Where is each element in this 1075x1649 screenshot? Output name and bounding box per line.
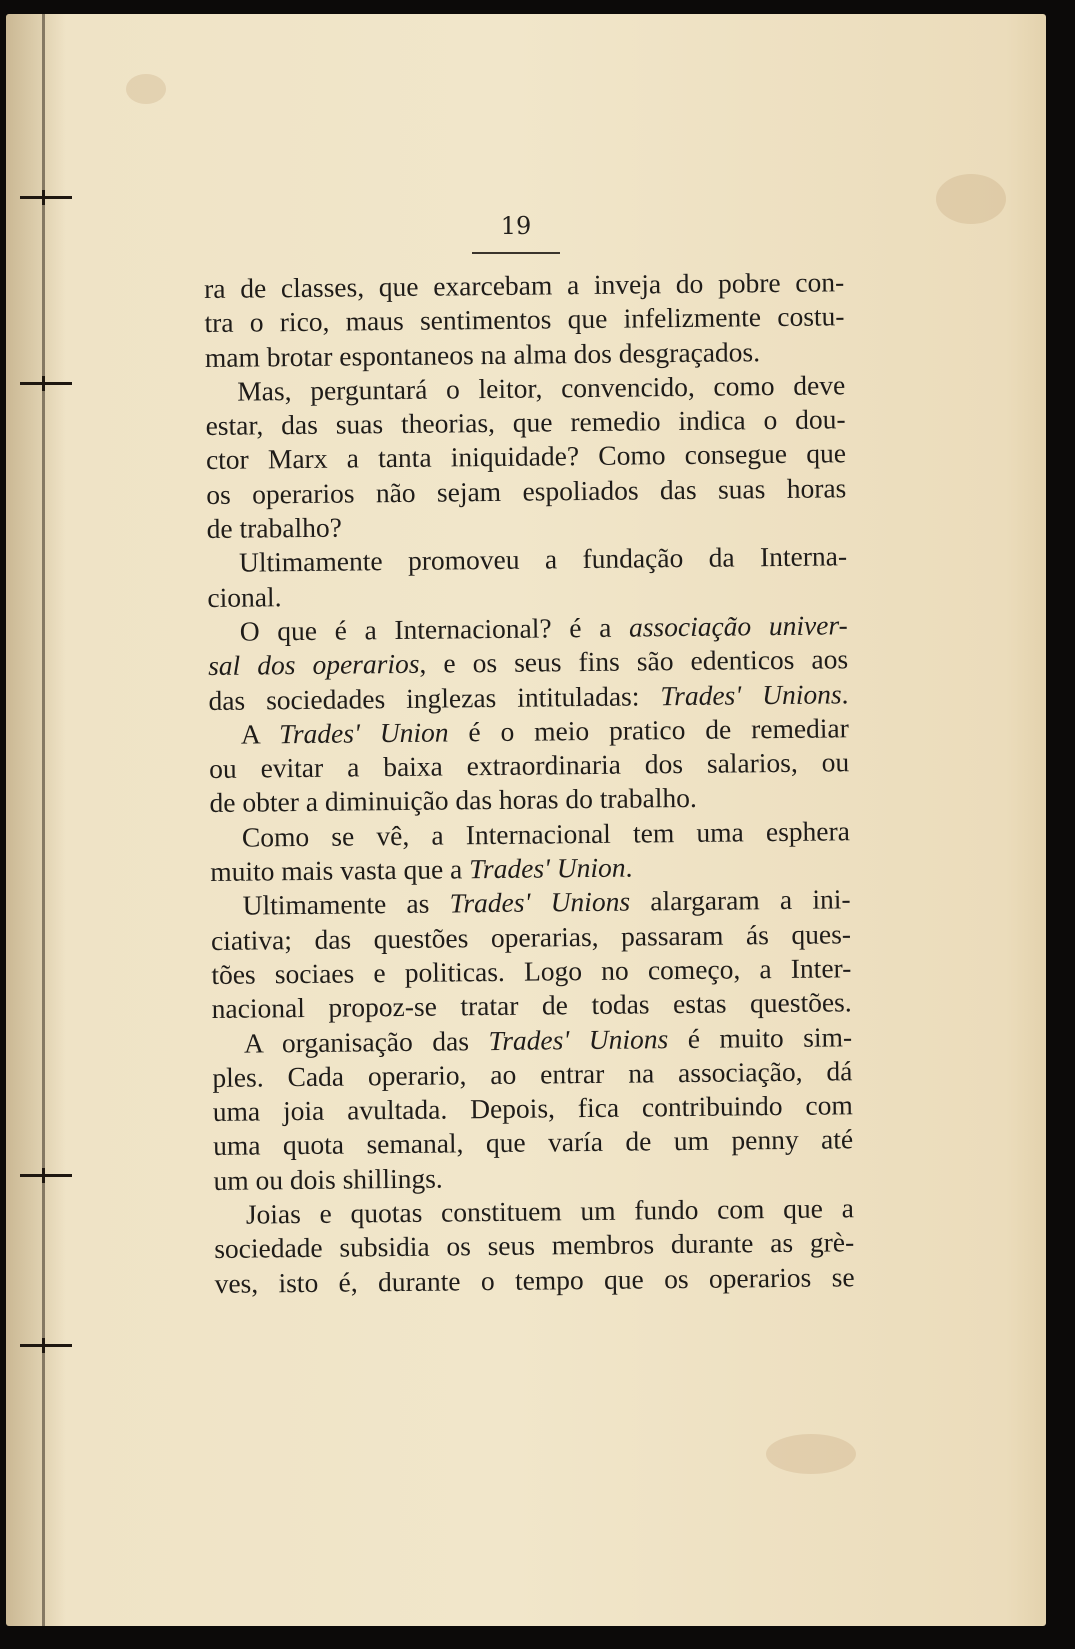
- book-page: [6, 14, 1046, 1626]
- text-line: sociedade subsidia os seus membros durante as grè-: [214, 1226, 855, 1265]
- text-line: A Trades' Union é o meio pratico de remediar: [240, 712, 849, 750]
- paper-stain: [766, 1434, 856, 1474]
- text-line: tra o rico, maus sentimentos que infelizmente costu-: [204, 300, 845, 339]
- page-number: 19: [500, 212, 532, 240]
- text-line: nacional propoz-se tratar de todas estas questões.: [211, 986, 852, 1025]
- header-rule: [472, 252, 560, 254]
- text-line: ciativa; das questões operarias, passaram ás ques-: [210, 917, 852, 956]
- text-line: Como se vê, a Internacional tem uma esphera: [241, 815, 851, 853]
- paper-stain: [936, 174, 1006, 224]
- text-line: Joias e quotas constituem um fundo com que a: [245, 1192, 854, 1230]
- text-line: ra de classes, que exarcebam a inveja do pobre con-: [204, 266, 845, 304]
- text-line: Mas, perguntará o leitor, convencido, como deve: [237, 369, 846, 407]
- text-line: mam brotar espontaneos na alma dos desgraçados.: [204, 335, 761, 373]
- body-text: [204, 265, 855, 1301]
- text-line: os operarios não sejam espoliados das suas horas: [206, 472, 847, 510]
- text-line: tões sociaes e politicas. Logo no começo, a Inter-: [211, 952, 852, 990]
- binding-stitch: [20, 196, 72, 199]
- text-line: ou evitar a baixa extraordinaria dos salarios, ou: [209, 746, 850, 785]
- binding-stitch: [20, 382, 72, 385]
- text-line: muito mais vasta que a Trades' Union.: [210, 851, 633, 888]
- text-line: ves, isto é, durante o tempo que os operarios se: [214, 1260, 855, 1299]
- text-line: uma quota semanal, que varía de um penny até: [212, 1123, 854, 1162]
- text-line: ples. Cada operario, ao entrar na associação, dá: [212, 1055, 853, 1093]
- text-line: Ultimamente as Trades' Unions alargaram a ini-: [242, 883, 851, 921]
- text-line: O que é a Internacional? é a associação univer-: [239, 609, 848, 647]
- text-line: cional.: [207, 580, 282, 613]
- binding-gutter: [42, 14, 45, 1626]
- paper-stain: [126, 74, 166, 104]
- text-line: um ou dois shillings.: [213, 1162, 443, 1196]
- text-line: de obter a diminuição das horas do trabalho.: [209, 782, 697, 819]
- text-line: A organisação das Trades' Unions é muito sim-: [243, 1020, 853, 1059]
- binding-stitch: [20, 1344, 72, 1347]
- binding-stitch: [20, 1174, 72, 1177]
- text-line: Ultimamente promoveu a fundação da Interna-: [238, 540, 848, 579]
- text-line: ctor Marx a tanta iniquidade? Como consegue que: [205, 437, 847, 476]
- text-line: das sociedades inglezas intituladas: Trades' Unions.: [208, 677, 849, 716]
- text-line: de trabalho?: [206, 511, 342, 545]
- text-line: uma joia avultada. Depois, fica contribuindo com: [212, 1089, 853, 1128]
- text-line: sal dos operarios, e os seus fins são edenticos aos: [207, 643, 849, 682]
- gutter-shadow: [6, 14, 66, 1626]
- text-line: estar, das suas theorias, que remedio indica o dou-: [205, 403, 846, 442]
